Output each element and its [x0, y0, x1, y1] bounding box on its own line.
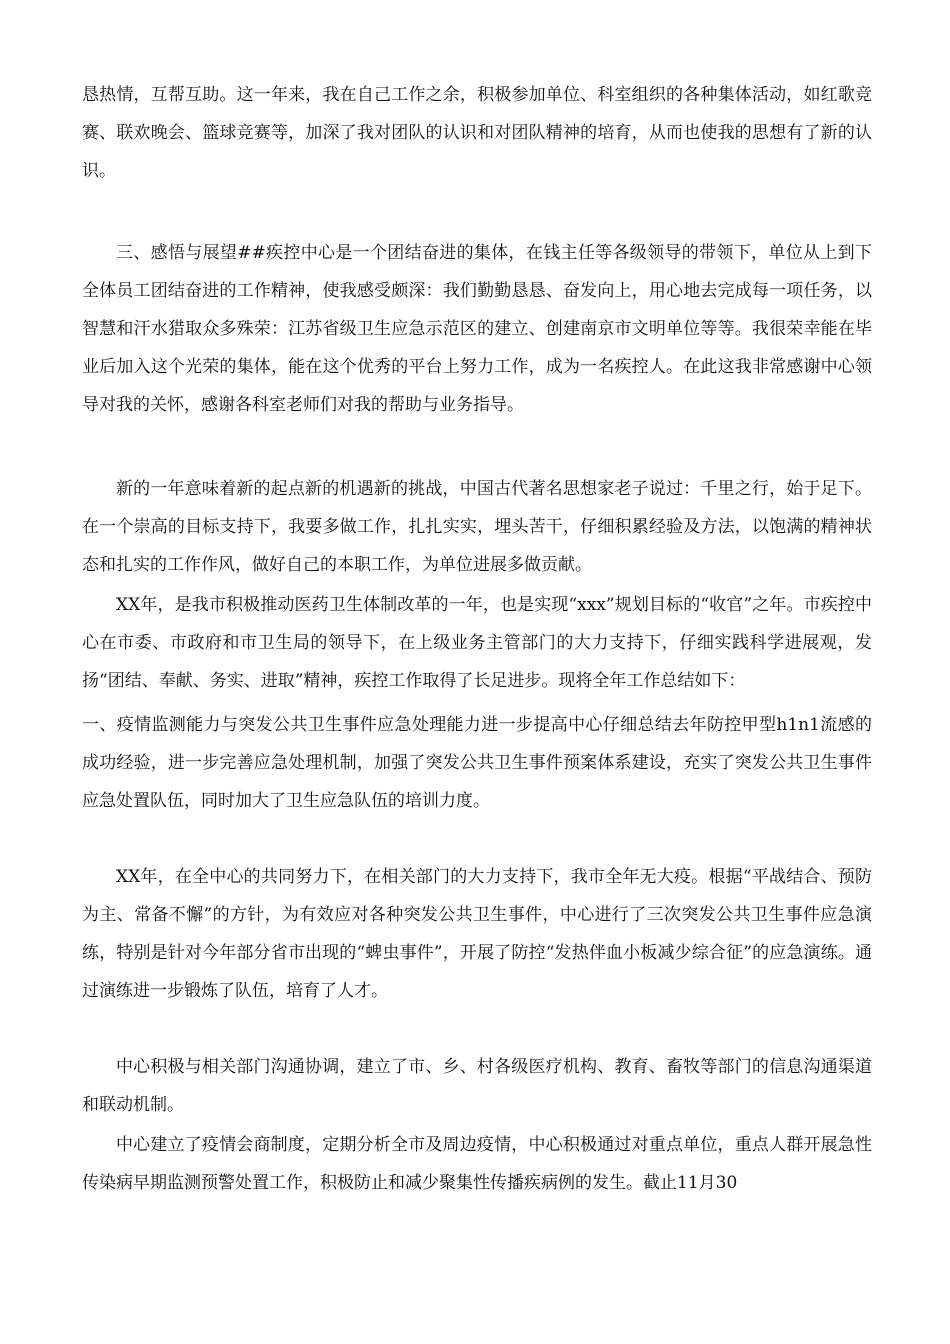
- paragraph-6: XX年，在全中心的共同努力下，在相关部门的大力支持下，我市全年无大疫。根据“平战结合、预防为主、常备不懈”的方针，为有效应对各种突发公共卫生事件，中心进行了三次突发公共卫生事件应急演练，特别是针对今年部分省市出现的“蜱虫事件”，开展了防控“发热伴血小板减少综合征”的应急演练。通过演练进一步锻炼了队伍，培育了人才。: [82, 867, 872, 1001]
- paragraph-4: XX年，是我市积极推动医药卫生体制改革的一年，也是实现“xxx”规划目标的“收官”之年。市疾控中心在市委、市政府和市卫生局的领导下，在上级业务主管部门的大力支持下，仔细实践科学进展观，发扬“团结、奉献、务实、进取”精神，疾控工作取得了长足进步。现将全年工作总结如下：: [82, 595, 872, 691]
- paragraph-5: 一、疫情监测能力与突发公共卫生事件应急处理能力进一步提高中心仔细总结去年防控甲型h1n1流感的成功经验，进一步完善应急处理机制，加强了突发公共卫生事件预案体系建设，充实了突发公共卫生事件应急处置队伍，同时加大了卫生应急队伍的培训力度。: [82, 715, 872, 811]
- paragraph-7: 中心积极与相关部门沟通协调，建立了市、乡、村各级医疗机构、教育、畜牧等部门的信息沟通渠道和联动机制。: [82, 1057, 872, 1115]
- paragraph-2: 三、感悟与展望##疾控中心是一个团结奋进的集体，在钱主任等各级领导的带领下，单位从上到下全体员工团结奋进的工作精神，使我感受颇深：我们勤勤恳恳、奋发向上，用心地去完成每一项任务，以智慧和汗水猎取众多殊荣：江苏省级卫生应急示范区的建立、创建南京市文明单位等等。我很荣幸能在毕业后加入这个光荣的集体，能在这个优秀的平台上努力工作，成为一名疾控人。在此这我非常感谢中心领导对我的关怀，感谢各科室老师们对我的帮助与业务指导。: [82, 243, 872, 415]
- paragraph-8: 中心建立了疫情会商制度，定期分析全市及周边疫情，中心积极通过对重点单位，重点人群开展急性传染病早期监测预警处置工作，积极防止和减少聚集性传播疾病例的发生。截止11月30: [82, 1135, 872, 1193]
- paragraph-3: 新的一年意味着新的起点新的机遇新的挑战，中国古代著名思想家老子说过：千里之行，始于足下。在一个崇高的目标支持下，我要多做工作，扎扎实实，埋头苦干，仔细积累经验及方法，以饱满的精神状态和扎实的工作作风，做好自己的本职工作，为单位进展多做贡献。: [82, 479, 872, 575]
- paragraph-1: 恳热情，互帮互助。这一年来，我在自己工作之余，积极参加单位、科室组织的各种集体活动，如红歌竞赛、联欢晚会、篮球竞赛等，加深了我对团队的认识和对团队精神的培育，从而也使我的思想有了新的认识。: [82, 85, 872, 181]
